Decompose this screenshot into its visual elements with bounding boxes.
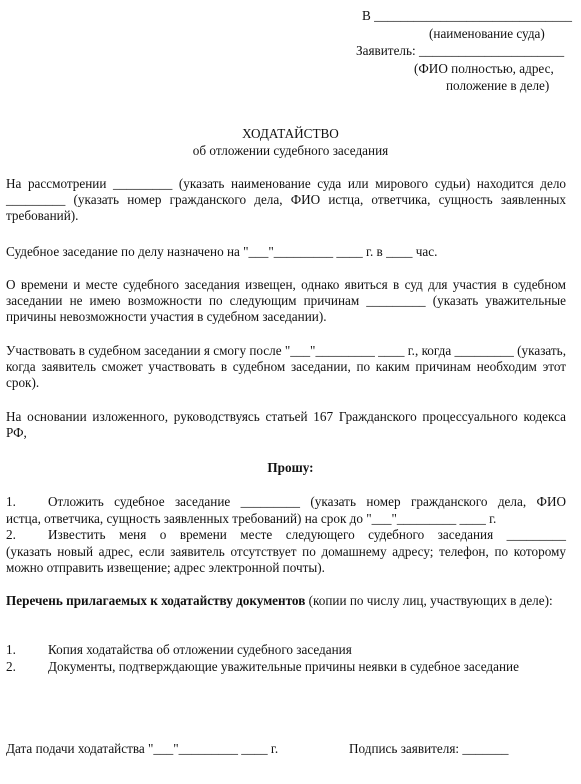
document-title: ХОДАТАЙСТВО <box>242 126 339 141</box>
request-heading: Прошу: <box>267 460 314 475</box>
request-item-1-line1: Отложить судебное заседание _________ (указать номер гражданского дела, ФИО <box>48 494 566 509</box>
attachments-heading-bold: Перечень прилагаемых к ходатайству документов <box>6 593 306 608</box>
to-prefix: В <box>362 8 371 23</box>
attachment-item-2-text: Документы, подтверждающие уважительные причины неявки в судебное заседание <box>48 659 519 674</box>
applicant-line <box>356 43 564 59</box>
request-item-1-number: 1. <box>6 494 16 509</box>
applicant-blank: ______________________ <box>418 43 565 58</box>
court-blank: ______________________________ <box>374 8 572 23</box>
attachment-item-1-text: Копия ходатайства об отложении судебного заседания <box>48 642 352 657</box>
court-line <box>362 8 572 24</box>
attachments-heading-rest: (копии по числу лиц, участвующих в деле): <box>305 593 553 608</box>
filing-date-line: Дата подачи ходатайства "___"_________ ____ г. <box>6 741 279 756</box>
attachments-heading <box>6 593 566 609</box>
paragraph-availability: Участвовать в судебном заседании я смогу после "___"_________ ____ г., когда _________ (указать, когда заявитель сможет участвовать в судебном заседании, по каким причинам необходим этот срок). <box>6 343 566 391</box>
applicant-label: Заявитель: <box>356 43 416 58</box>
request-item-2-rest: (указать новый адрес, если заявитель отсутствует по домашнему адресу; телефон, по которому можно отправить извещение; адрес электронной почты). <box>6 544 566 576</box>
court-hint: (наименование суда) <box>429 26 545 41</box>
request-item-1-rest: истца, ответчика, сущность заявленных требований) на срок до "___"_________ ____ г. <box>6 511 497 526</box>
applicant-hint-1: (ФИО полностью, адрес, <box>414 61 554 76</box>
document-subtitle: об отложении судебного заседания <box>192 143 389 158</box>
attachment-item-1-number: 1. <box>6 642 16 657</box>
attachment-item-2-number: 2. <box>6 659 16 674</box>
applicant-hint-2: положение в деле) <box>446 78 550 93</box>
paragraph-legal-basis: На основании изложенного, руководствуясь статьей 167 Гражданского процессуального кодекса РФ, <box>6 409 566 441</box>
paragraph-case-info: На рассмотрении _________ (указать наименование суда или мирового судьи) находится дело _________ (указать номер гражданского дела, ФИО истца, ответчика, сущность заявленных требований). <box>6 176 566 224</box>
paragraph-reasons: О времени и месте судебного заседания извещен, однако явиться в суд для участия в судебном заседании не имею возможности по следующим причинам _________ (указать уважительные причины невозможности участия в судебном заседании). <box>6 277 566 325</box>
paragraph-hearing-date: Судебное заседание по делу назначено на "___"_________ ____ г. в ____ час. <box>6 244 438 259</box>
request-item-2-number: 2. <box>6 527 16 542</box>
request-item-2-line1: Известить меня о времени месте следующего судебного заседания _________ <box>48 527 566 542</box>
signature-line: Подпись заявителя: _______ <box>349 741 509 756</box>
